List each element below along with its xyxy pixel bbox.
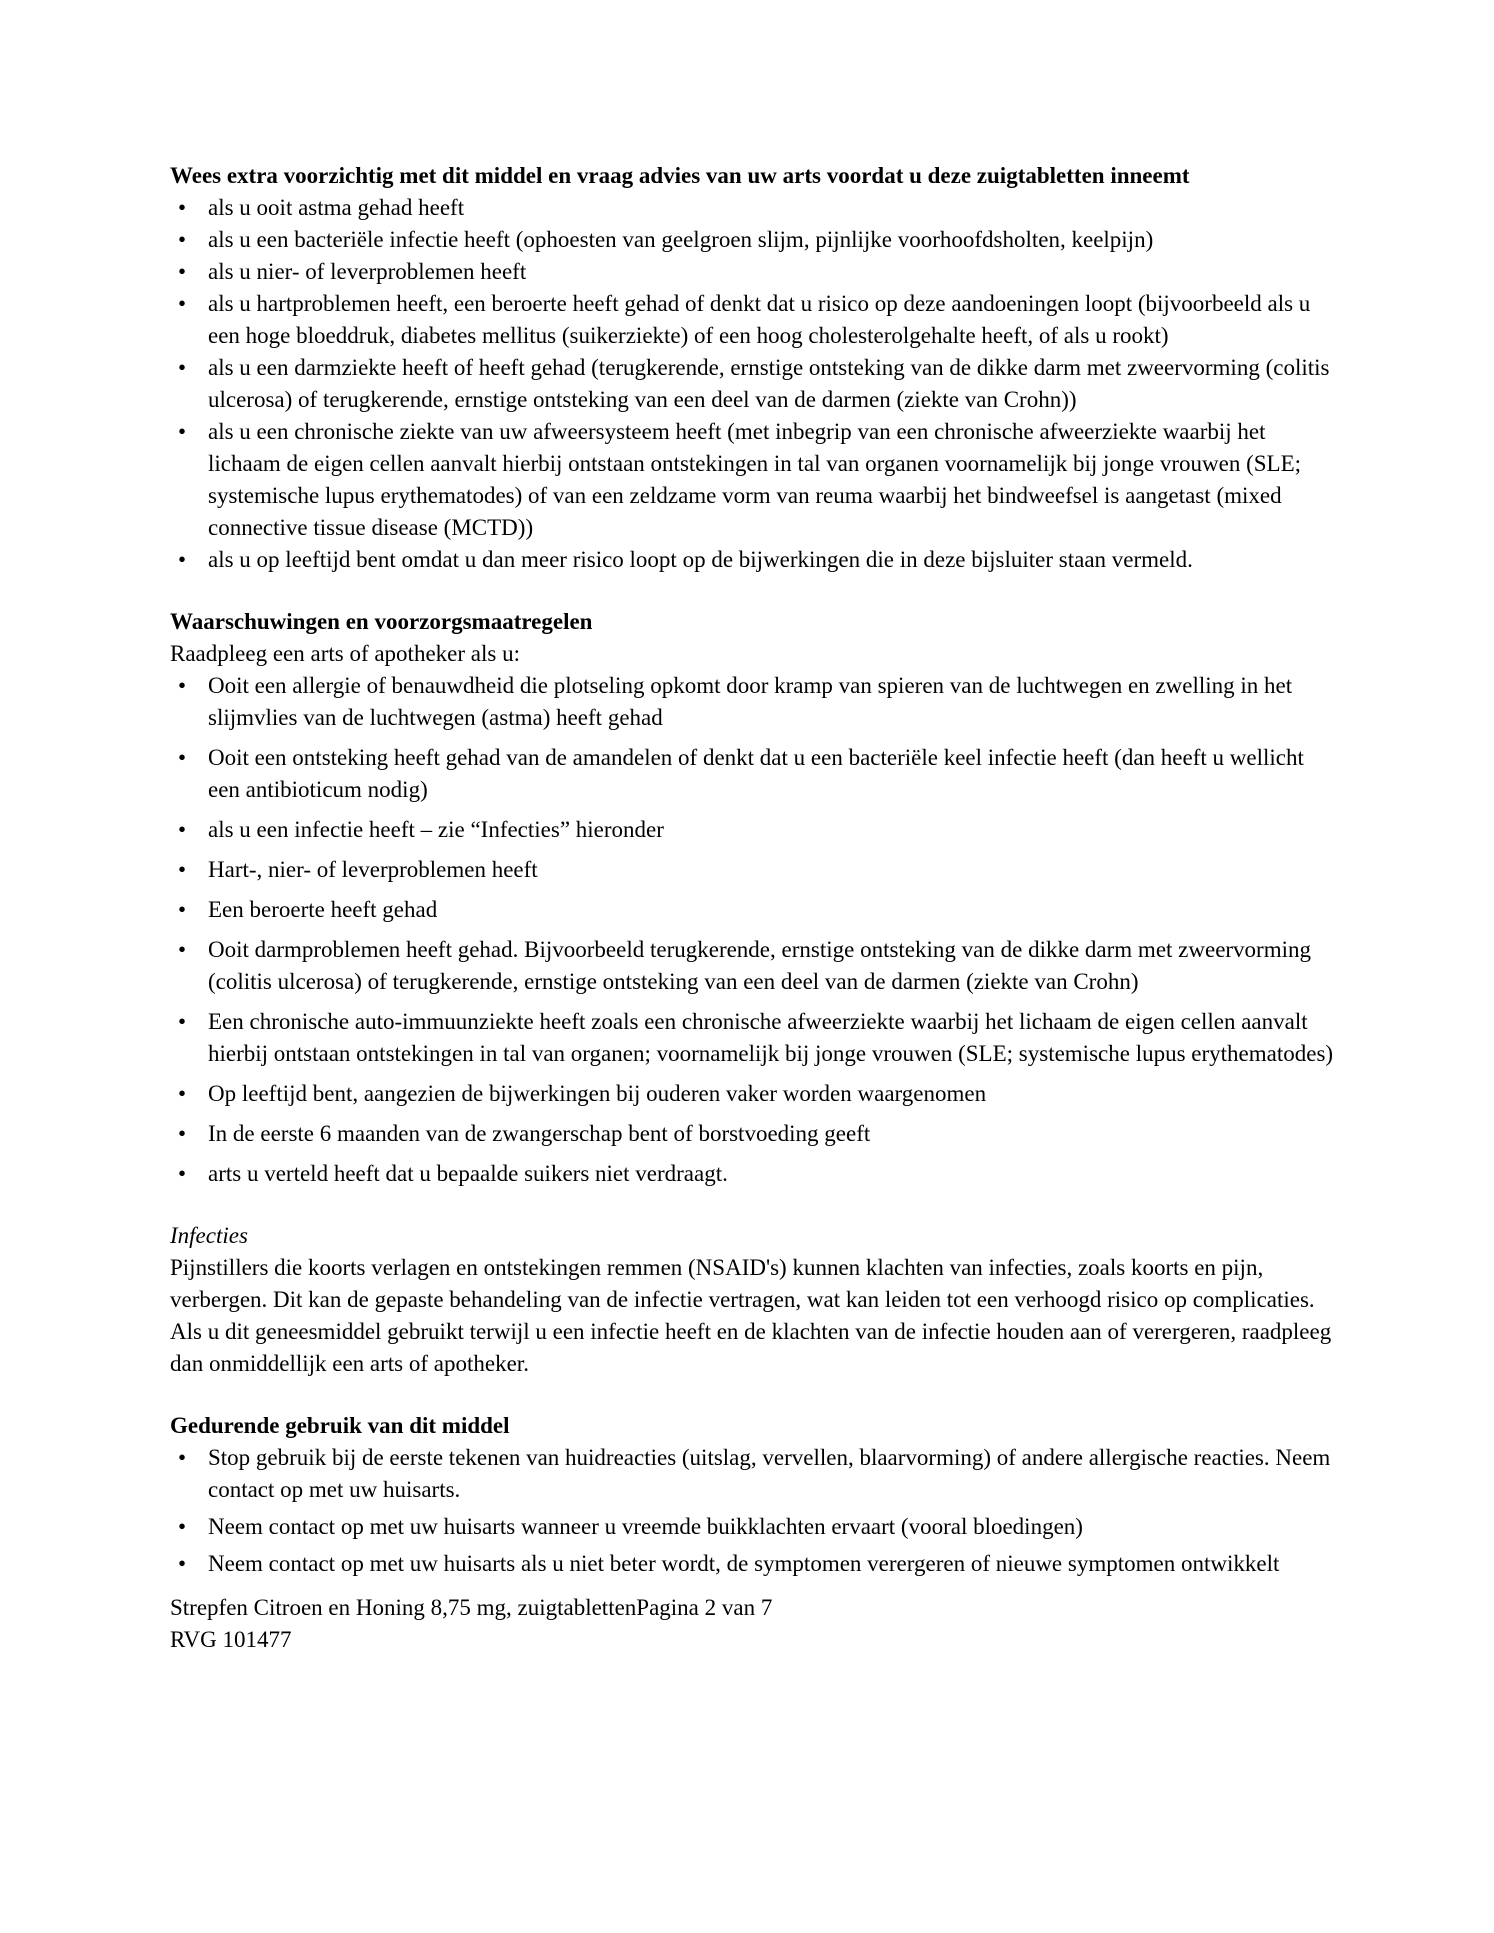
- list-item-text: als u een chronische ziekte van uw afweersysteem heeft (met inbegrip van een chronische afweerziekte waarbij het lichaam de eigen cellen aanvalt hierbij ontstaan ontstekingen in tal van organen voornamelijk bij jonge vrouwen (SLE; systemische lupus erythematodes) of van een zeldzame vorm van reuma waarbij het bindweefsel is aangetast (mixed connective tissue disease (MCTD)): [208, 419, 1302, 540]
- list-item-text: als u hartproblemen heeft, een beroerte heeft gehad of denkt dat u risico op deze aandoeningen loopt (bijvoorbeeld als u een hoge bloeddruk, diabetes mellitus (suikerziekte) of een hoog cholesterolgehalte heeft, of als u rookt): [208, 291, 1311, 348]
- section-heading-gedurende-gebruik: Gedurende gebruik van dit middel: [170, 1413, 510, 1438]
- bullet-icon: •: [178, 745, 187, 770]
- list-item: [170, 1511, 1340, 1543]
- list-item: [170, 544, 1340, 576]
- section-heading-waarschuwingen: Waarschuwingen en voorzorgsmaatregelen: [170, 609, 593, 634]
- list-item: [170, 742, 1340, 806]
- section-heading-infecties: Infecties: [170, 1223, 248, 1248]
- list-item-text: Ooit darmproblemen heeft gehad. Bijvoorbeeld terugkerende, ernstige ontsteking van de dikke darm met zweervorming (colitis ulcerosa) of terugkerende, ernstige ontsteking van een deel van de darmen (ziekte van Crohn): [208, 937, 1312, 994]
- bullet-icon: •: [178, 1445, 187, 1470]
- list-item: [170, 224, 1340, 256]
- document-content: [170, 160, 1340, 1656]
- bullet-icon: •: [178, 857, 187, 882]
- bullet-icon: •: [178, 291, 187, 316]
- list-item-text: Een beroerte heeft gehad: [208, 897, 438, 922]
- list-item: [170, 352, 1340, 416]
- bullet-icon: •: [178, 195, 187, 220]
- list-item: [170, 854, 1340, 886]
- list-item: [170, 1548, 1340, 1580]
- list-item: [170, 814, 1340, 846]
- list-item-text: als u op leeftijd bent omdat u dan meer risico loopt op de bijwerkingen die in deze bijsluiter staan vermeld.: [208, 547, 1193, 572]
- page-footer: [170, 1592, 1340, 1656]
- list-item: [170, 1118, 1340, 1150]
- bullet-icon: •: [178, 1121, 187, 1146]
- list-item: [170, 1006, 1340, 1070]
- list-item-text: Een chronische auto-immuunziekte heeft zoals een chronische afweerziekte waarbij het lichaam de eigen cellen aanvalt hierbij ontstaan ontstekingen in tal van organen; voornamelijk bij jonge vrouwen (SLE; systemische lupus erythematodes): [208, 1009, 1334, 1066]
- section-infecties: [170, 1220, 1340, 1380]
- section-waarschuwingen: [170, 606, 1340, 1190]
- list-item: [170, 192, 1340, 224]
- infecties-paragraph: Pijnstillers die koorts verlagen en ontstekingen remmen (NSAID's) kunnen klachten van infecties, zoals koorts en pijn, verbergen. Dit kan de gepaste behandeling van de infectie vertragen, wat kan leiden tot een verhoogd risico op complicaties. Als u dit geneesmiddel gebruikt terwijl u een infectie heeft en de klachten van de infectie houden aan of verergeren, raadpleeg dan onmiddellijk een arts of apotheker.: [170, 1255, 1332, 1376]
- during-use-bullet-list: [170, 1442, 1340, 1580]
- section-heading-extra-voorzichtig: Wees extra voorzichtig met dit middel en vraag advies van uw arts voordat u deze zuigtabletten inneemt: [170, 163, 1190, 188]
- section-gedurende-gebruik: [170, 1410, 1340, 1580]
- bullet-icon: •: [178, 547, 187, 572]
- list-item: [170, 934, 1340, 998]
- bullet-icon: •: [178, 1514, 187, 1539]
- bullet-icon: •: [178, 673, 187, 698]
- list-item-text: Neem contact op met uw huisarts wanneer u vreemde buikklachten ervaart (vooral bloedingen): [208, 1514, 1083, 1539]
- bullet-icon: •: [178, 419, 187, 444]
- list-item-text: als u een infectie heeft – zie “Infecties” hieronder: [208, 817, 664, 842]
- list-item-text: als u ooit astma gehad heeft: [208, 195, 465, 220]
- list-item: [170, 256, 1340, 288]
- warnings-bullet-list: [170, 670, 1340, 1190]
- list-item-text: Hart-, nier- of leverproblemen heeft: [208, 857, 538, 882]
- list-item-text: als u nier- of leverproblemen heeft: [208, 259, 527, 284]
- list-item: [170, 1158, 1340, 1190]
- list-item-text: als u een bacteriële infectie heeft (ophoesten van geelgroen slijm, pijnlijke voorhoofdsholten, keelpijn): [208, 227, 1154, 252]
- list-item-text: als u een darmziekte heeft of heeft gehad (terugkerende, ernstige ontsteking van de dikke darm met zweervorming (colitis ulcerosa) of terugkerende, ernstige ontsteking van een deel van de darmen (ziekte van Crohn)): [208, 355, 1330, 412]
- bullet-icon: •: [178, 817, 187, 842]
- list-item-text: arts u verteld heeft dat u bepaalde suikers niet verdraagt.: [208, 1161, 728, 1186]
- footer-product-line: Strepfen Citroen en Honing 8,75 mg, zuigtablettenPagina 2 van 7: [170, 1595, 773, 1620]
- bullet-icon: •: [178, 259, 187, 284]
- list-item: [170, 1442, 1340, 1506]
- list-item: [170, 416, 1340, 544]
- list-item-text: Ooit een ontsteking heeft gehad van de amandelen of denkt dat u een bacteriële keel infectie heeft (dan heeft u wellicht een antibioticum nodig): [208, 745, 1304, 802]
- bullet-icon: •: [178, 1161, 187, 1186]
- list-item: [170, 670, 1340, 734]
- list-item-text: Ooit een allergie of benauwdheid die plotseling opkomt door kramp van spieren van de luchtwegen en zwelling in het slijmvlies van de luchtwegen (astma) heeft gehad: [208, 673, 1293, 730]
- warnings-intro: Raadpleeg een arts of apotheker als u:: [170, 641, 520, 666]
- bullet-icon: •: [178, 937, 187, 962]
- list-item-text: In de eerste 6 maanden van de zwangerschap bent of borstvoeding geeft: [208, 1121, 871, 1146]
- list-item: [170, 1078, 1340, 1110]
- bullet-icon: •: [178, 897, 187, 922]
- section-extra-voorzichtig: [170, 160, 1340, 576]
- caution-bullet-list: [170, 192, 1340, 576]
- list-item-text: Stop gebruik bij de eerste tekenen van huidreacties (uitslag, vervellen, blaarvorming) of andere allergische reacties. Neem contact op met uw huisarts.: [208, 1445, 1331, 1502]
- list-item-text: Neem contact op met uw huisarts als u niet beter wordt, de symptomen verergeren of nieuwe symptomen ontwikkelt: [208, 1551, 1280, 1576]
- footer-rvg-number: RVG 101477: [170, 1627, 292, 1652]
- bullet-icon: •: [178, 1009, 187, 1034]
- bullet-icon: •: [178, 355, 187, 380]
- bullet-icon: •: [178, 227, 187, 252]
- bullet-icon: •: [178, 1551, 187, 1576]
- list-item-text: Op leeftijd bent, aangezien de bijwerkingen bij ouderen vaker worden waargenomen: [208, 1081, 987, 1106]
- list-item: [170, 288, 1340, 352]
- list-item: [170, 894, 1340, 926]
- bullet-icon: •: [178, 1081, 187, 1106]
